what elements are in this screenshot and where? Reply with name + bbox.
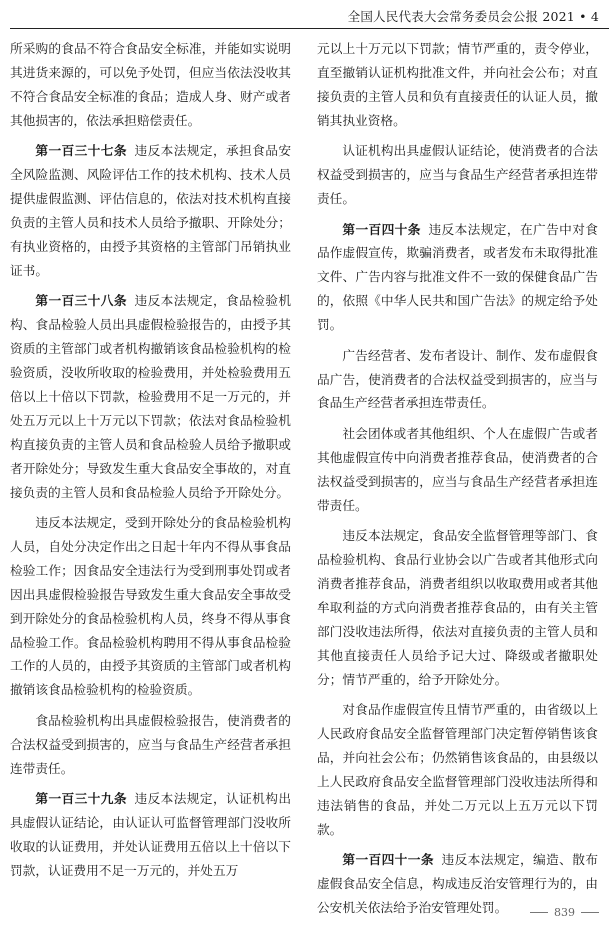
article-number: 第一百三十九条 xyxy=(35,791,127,807)
paragraph: 元以上十万元以下罚款；情节严重的，责令停业，直至撤销认证机构批准文件，并向社会公布；对直接负责的主管人员和负有直接责任的认证人员，撤销其执业资格。 xyxy=(317,41,598,128)
article-text: 违反本法规定，认证机构出具虚假认证结论，由认证认可监督管理部门没收所收取的认证费用，并处认证费用五倍以上十倍以下罚款，认证费用不足一万元的，并处五万 xyxy=(10,791,292,878)
article-number: 第一百四十条 xyxy=(342,221,421,237)
paragraph: 广告经营者、发布者设计、制作、发布虚假食品广告，使消费者的合法权益受到损害的，应当与食品生产经营者承担连带责任。 xyxy=(317,347,598,411)
paragraph: 所采购的食品不符合食品安全标准，并能如实说明其进货来源的，可以免予处罚，但应当依法没收其不符合食品安全标准的食品；造成人身、财产或者其他损害的，依法承担赔偿责任。 xyxy=(10,41,291,128)
paragraph: 食品检验机构出具虚假检验报告，使消费者的合法权益受到损害的，应当与食品生产经营者承担连带责任。 xyxy=(10,712,291,776)
footer-dash-left xyxy=(530,912,548,913)
header-divider xyxy=(10,28,609,29)
left-column xyxy=(10,37,291,889)
paragraph: 违反本法规定，食品安全监督管理等部门、食品检验机构、食品行业协会以广告或者其他形式向消费者推荐食品，消费者组织以收取费用或者其他牟取利益的方式向消费者推荐食品的，由有关主管部门没收违法所得，依法对直接负责的主管人员和其他直接责任人员给予记大过、降级或者撤职处分；情节严重的，给予开除处分。 xyxy=(317,528,598,687)
page-footer xyxy=(530,906,599,919)
paragraph: 认证机构出具虚假认证结论，使消费者的合法权益受到损害的，应当与食品生产经营者承担连带责任。 xyxy=(317,143,598,207)
paragraph: 对食品作虚假宣传且情节严重的，由省级以上人民政府食品安全监督管理部门决定暂停销售该食品，并向社会公布；仍然销售该食品的，由县级以上人民政府食品安全监督管理部门没收违法所得和违法销售的食品，并处二万元以上五万元以下罚款。 xyxy=(317,702,598,837)
page-number: 839 xyxy=(554,906,575,919)
article-text: 违反本法规定，食品检验机构、食品检验人员出具虚假检验报告的，由授予其资质的主管部门或者机构撤销该食品检验机构的检验资质，没收所收取的检验费用，并处检验费用五倍以上十倍以下罚款，检验费用不足一万元的，并处五万元以上十万元以下罚款；依法对食品检验机构直接负责的主管人员和食品检验人员给予撤职或者开除处分；导致发生重大食品安全事故的，对直接负责的主管人员和食品检验人员给予开除处分。 xyxy=(10,293,292,500)
paragraph: 社会团体或者其他组织、个人在虚假广告或者其他虚假宣传中向消费者推荐食品，使消费者的合法权益受到损害的，应当与食品生产经营者承担连带责任。 xyxy=(317,425,598,513)
gazette-title: 全国人民代表大会常务委员会公报 2021 • 4 xyxy=(347,9,599,24)
article-number: 第一百三十八条 xyxy=(35,293,127,309)
paragraph: 违反本法规定，受到开除处分的食品检验机构人员，自处分决定作出之日起十年内不得从事食品检验工作；因食品安全违法行为受到刑事处罚或者因出具虚假检验报告导致发生重大食品安全事故受到开除处分的食品检验机构人员，终身不得从事食品检验工作。食品检验机构聘用不得从事食品检验工作的人员的，由授予其资质的主管部门或者机构撤销该食品检验机构的检验资质。 xyxy=(10,515,291,698)
article-text: 违反本法规定，编造、散布虚假食品安全信息，构成违反治安管理行为的，由公安机关依法给予治安管理处罚。 xyxy=(317,852,599,915)
article-paragraph xyxy=(10,289,291,504)
article-text: 违反本法规定，承担食品安全风险监测、风险评估工作的技术机构、技术人员提供虚假监测、评估信息的，依法对技术机构直接负责的主管人员和技术人员给予撤职、开除处分；有执业资格的，由授予其资格的主管部门吊销执业证书。 xyxy=(10,143,292,278)
article-paragraph xyxy=(10,139,291,282)
article-number: 第一百四十一条 xyxy=(342,852,434,868)
page-header xyxy=(0,0,609,28)
article-paragraph xyxy=(10,787,291,883)
article-paragraph xyxy=(317,218,598,338)
article-number: 第一百三十七条 xyxy=(35,143,127,159)
right-column xyxy=(317,37,598,926)
article-text: 违反本法规定，在广告中对食品作虚假宣传，欺骗消费者，或者发布未取得批准文件、广告内容与批准文件不一致的保健食品广告的，依照《中华人民共和国广告法》的规定给予处罚。 xyxy=(317,221,598,333)
footer-dash-right xyxy=(581,912,599,913)
